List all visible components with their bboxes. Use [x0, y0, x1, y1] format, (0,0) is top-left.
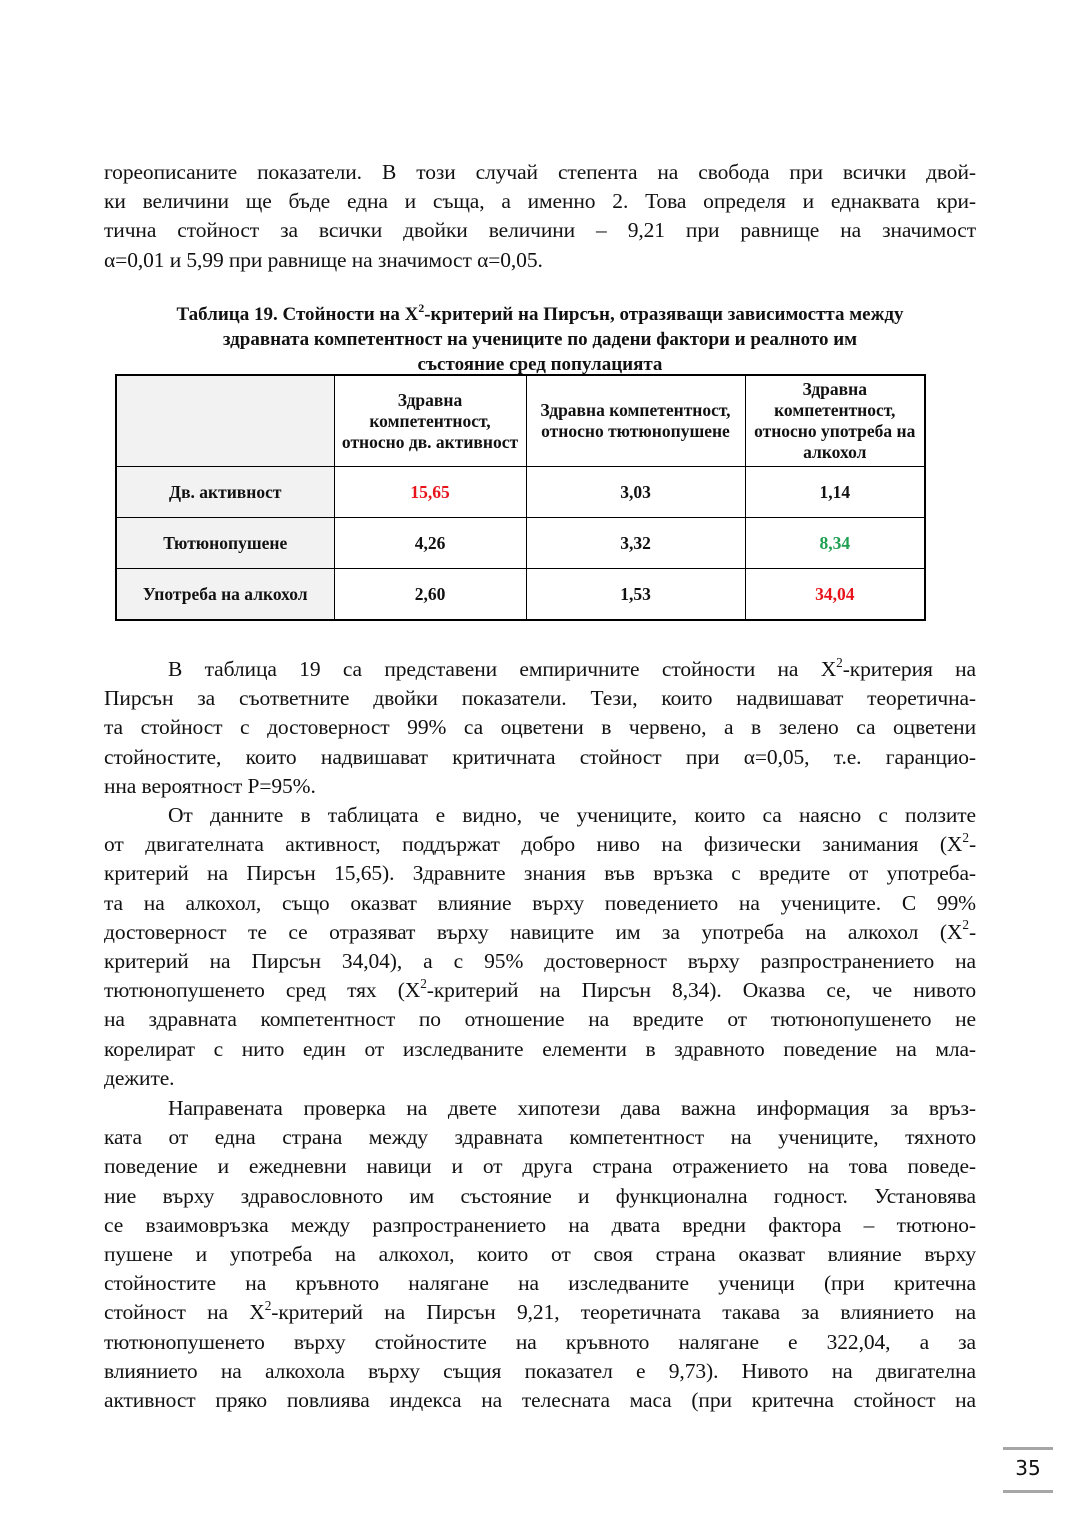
text-line: α=0,01 и 5,99 при равнище на значимост α=0,05. — [104, 247, 543, 272]
text-line: нна вероятност Р=95%. — [104, 773, 316, 798]
text-line: критерий на Пирсън 34,04), а с 95% достоверност върху разпространението на — [104, 949, 976, 974]
table-cell: 2,60 — [334, 569, 526, 621]
column-header: Здравна компетентност, относно дв. активност — [334, 375, 526, 467]
table-caption — [104, 302, 976, 377]
table-row — [116, 569, 925, 621]
paragraph-table-explanation — [104, 655, 976, 801]
text-line: та стойност с достоверност 99% са оцветени в червено, а в зелено са оцветени — [104, 715, 976, 740]
text-line: стойностите на кръвното налягане на изследваните ученици (при критечна — [104, 1271, 976, 1296]
text-line: От данните в таблицата е видно, че учениците, които са наясно с ползите — [168, 803, 976, 827]
text-line: ние върху здравословното им състояние и функционална годност. Установява — [104, 1183, 976, 1208]
caption-line-2: здравната компетентност на учениците по дадени фактори и реалното им — [222, 329, 858, 350]
chi-square-table — [115, 374, 926, 621]
paragraph-findings — [104, 801, 976, 1093]
table-header-row — [116, 375, 925, 467]
text-line: на здравната компетентност по отношение на вредите от тютюнопушенето не — [104, 1007, 976, 1032]
text-line: дежите. — [104, 1065, 175, 1090]
page-number-rule-top — [1003, 1447, 1053, 1450]
text-line: Направената проверка на двете хипотези дава важна информация за връз- — [168, 1096, 976, 1120]
text-line: ки величини ще бъде една и съща, а именно 2. Това определя и еднаквата кри- — [104, 189, 976, 214]
table-cell: 15,65 — [334, 467, 526, 518]
text-line: та на алкохол, също оказват влияние върху поведението на учениците. С 99% — [104, 890, 976, 915]
text-line: поведение и ежедневни навици и от друга страна отражението на това поведе- — [104, 1154, 976, 1179]
table-cell: 4,26 — [334, 518, 526, 569]
text-line: пушене и употреба на алкохол, които от своя страна оказват влияние върху — [104, 1242, 976, 1267]
text-line: ката от една страна между здравната компетентност на учениците, тяхното — [104, 1125, 976, 1150]
text-line: критерий на Пирсън 15,65). Здравните знания във връзка с вредите от употреба- — [104, 861, 976, 886]
intro-paragraph — [104, 158, 976, 275]
text-line: стойност на $X^2$-критерий на Пирсън 9,21, теоретичната такава за влиянието на — [104, 1297, 976, 1325]
page-number: 35 — [1015, 1456, 1041, 1480]
text-line: достоверност те се отразяват върху навиците им за употреба на алкохол ($X^2-$ — [104, 917, 976, 944]
caption-line-1: Таблица 19. Стойности на $X^2$-критерий на Пирсън, отразяващи зависимостта между — [176, 301, 904, 325]
text-line: от двигателната активност, поддържат добро ниво на физически занимания ($X^2-$ — [104, 829, 976, 857]
caption-line-3: състояние сред популацията — [417, 354, 663, 375]
text-line: гореописаните показатели. В този случай степента на свобода при всички двой- — [104, 160, 976, 184]
text-line: активност пряко повлиява индекса на телесната маса (при критечна стойност на — [104, 1388, 976, 1413]
text-line: се взаимовръзка между разпространението на двата вредни фактора – тютюно- — [104, 1212, 976, 1237]
text-line: влиянието на алкохола върху същия показател е 9,73). Нивото на двигателна — [104, 1358, 976, 1383]
table-cell: 34,04 — [745, 569, 925, 621]
text-line: Пирсън за съответните двойки показатели. Тези, които надвишават теоретична- — [104, 686, 976, 711]
table-row — [116, 467, 925, 518]
text-line: тютюнопушенето върху стойностите на кръвното налягане е 322,04, а за — [104, 1329, 976, 1354]
text-line: стойностите, които надвишават критичната стойност при α=0,05, т.е. гаранцио- — [104, 744, 976, 769]
text-line: корелират с нито един от изследваните елементи в здравното поведение на мла- — [104, 1036, 976, 1061]
paragraph-hypotheses — [104, 1094, 976, 1415]
table-cell: 3,03 — [526, 467, 745, 518]
row-header: Тютюнопушене — [116, 518, 334, 569]
page-number-box — [1003, 1446, 1053, 1494]
table-cell: 1,53 — [526, 569, 745, 621]
text-line: В таблица 19 са представени емпиричните стойности на $X^2$-критерия на — [168, 654, 977, 681]
table-corner-cell — [116, 375, 334, 467]
text-line: тична стойност за всички двойки величини – 9,21 при равнище на значимост — [104, 218, 976, 243]
row-header: Дв. активност — [116, 467, 334, 518]
column-header: Здравна компетентност, относно употреба на алкохол — [745, 375, 925, 467]
text-line: тютюнопушенето сред тях ($X^2$-критерий на Пирсън 8,34). Оказва се, че нивото — [104, 975, 976, 1003]
table-row — [116, 518, 925, 569]
table-cell: 1,14 — [745, 467, 925, 518]
table-cell: 8,34 — [745, 518, 925, 569]
table-cell: 3,32 — [526, 518, 745, 569]
column-header: Здравна компетентност, относно тютюнопушене — [526, 375, 745, 467]
row-header: Употреба на алкохол — [116, 569, 334, 621]
page-number-rule-bottom — [1003, 1490, 1053, 1493]
